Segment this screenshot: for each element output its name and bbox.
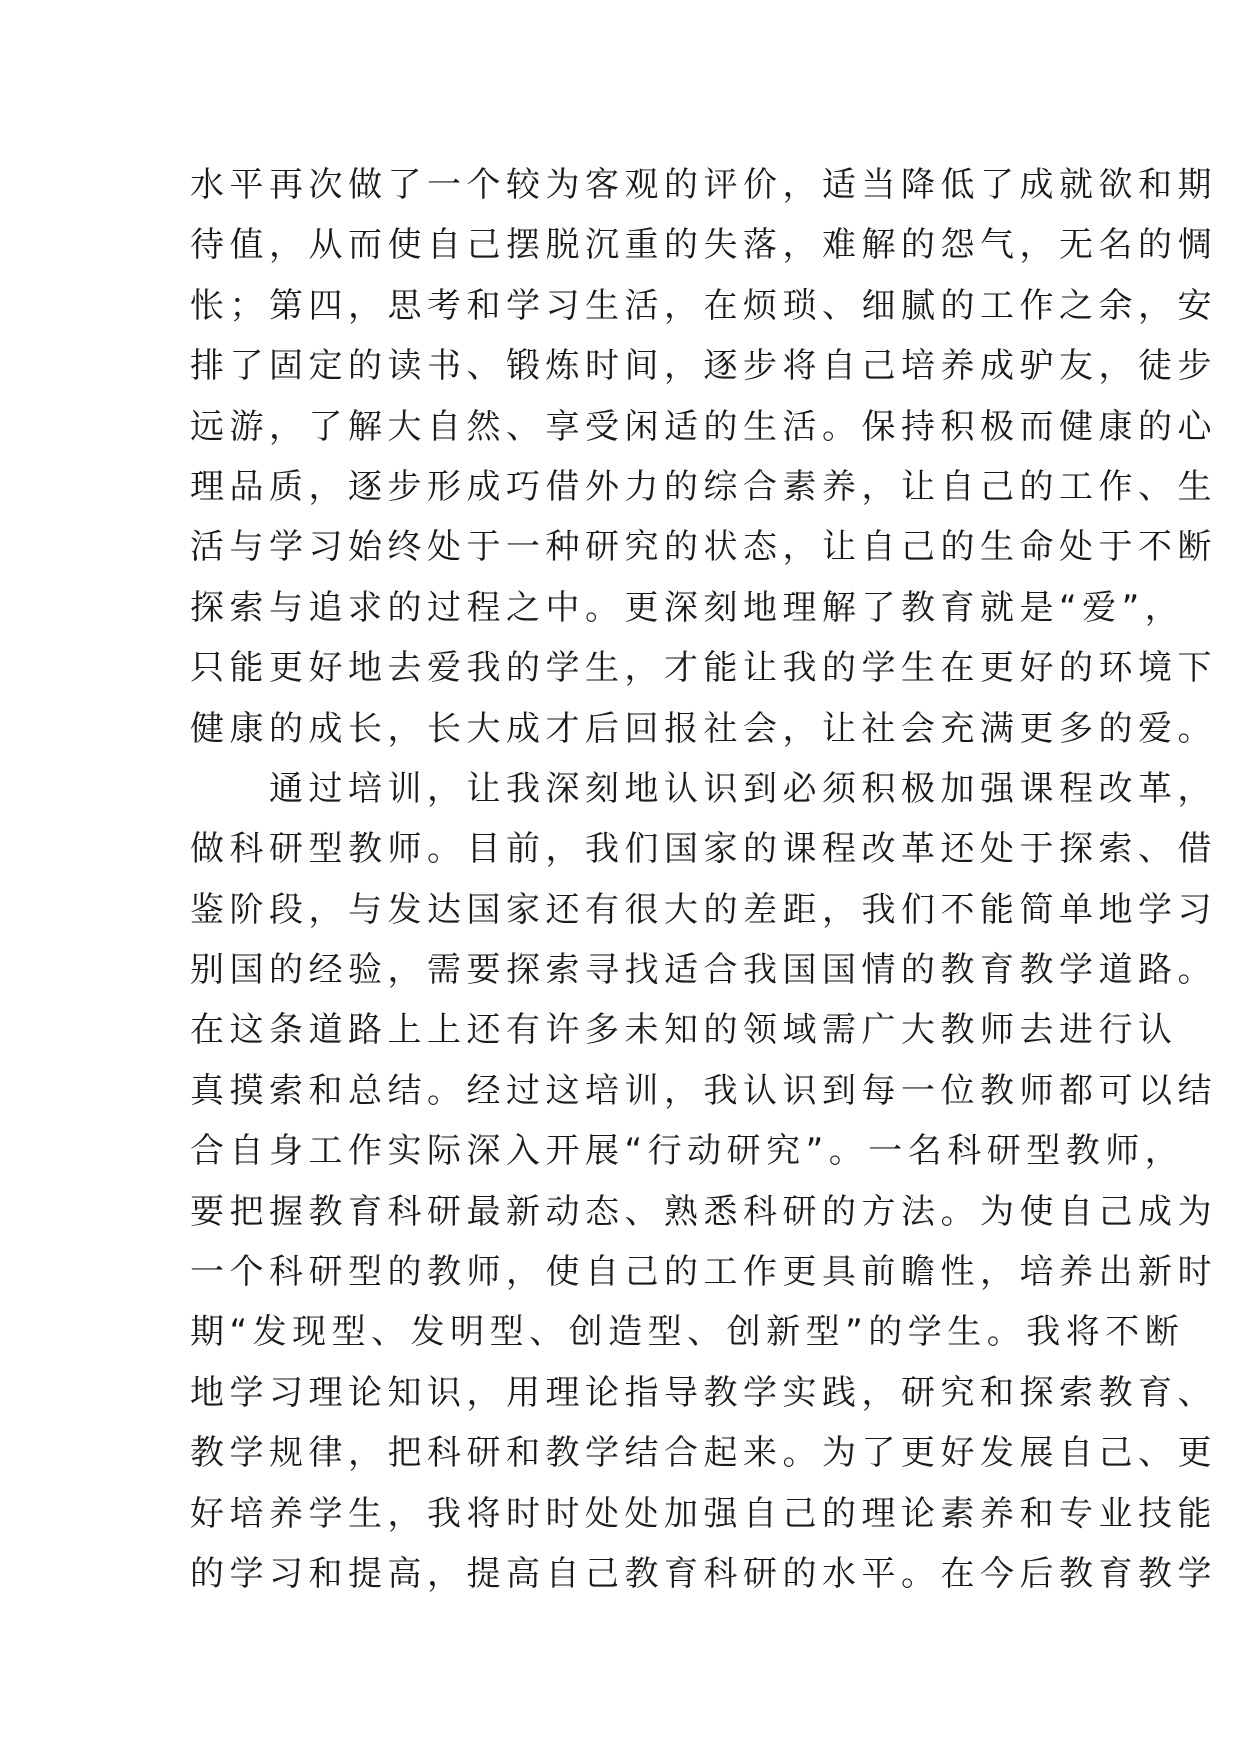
text-line: 水平再次做了一个较为客观的评价，适当降低了成就欲和期 <box>190 165 1217 205</box>
text-line: 的学习和提高，提高自己教育科研的水平。在今后教育教学 <box>190 1553 1217 1594</box>
text-line: 远游，了解大自然、享受闲适的生活。保持积极而健康的心 <box>190 406 1217 447</box>
text-line: 在这条道路上上还有许多未知的领域需广大教师去进行认 <box>190 1010 1178 1051</box>
text-line: 理品质，逐步形成巧借外力的综合素养，让自己的工作、生 <box>190 466 1217 507</box>
text-line: 活与学习始终处于一种研究的状态，让自己的生命处于不断 <box>190 527 1217 568</box>
text-line: 做科研型教师。目前，我们国家的课程改革还处于探索、借 <box>190 829 1217 870</box>
text-line: 合自身工作实际深入开展“行动研究”。一名科研型教师， <box>190 1131 1185 1172</box>
text-line: 健康的成长，长大成才后回报社会，让社会充满更多的爱。 <box>190 708 1217 749</box>
text-line: 真摸索和总结。经过这培训，我认识到每一位教师都可以结 <box>190 1070 1217 1111</box>
text-line: 好培养学生，我将时时处处加强自己的理论素养和专业技能 <box>190 1493 1217 1534</box>
text-line: 通过培训，让我深刻地认识到必须积极加强课程改革， <box>190 768 1217 809</box>
text-line: 教学规律，把科研和教学结合起来。为了更好发展自己、更 <box>190 1433 1217 1474</box>
body-text <box>190 155 1217 1604</box>
text-line: 探索与追求的过程之中。更深刻地理解了教育就是“爱”， <box>190 587 1185 628</box>
text-line: 别国的经验，需要探索寻找适合我国国情的教育教学道路。 <box>190 950 1217 991</box>
text-line: 怅；第四，思考和学习生活，在烦琐、细腻的工作之余，安 <box>190 285 1217 326</box>
text-line: 一个科研型的教师，使自己的工作更具前瞻性，培养出新时 <box>190 1252 1217 1293</box>
text-line: 待值，从而使自己摆脱沉重的失落，难解的怨气，无名的惆 <box>190 225 1217 266</box>
text-line: 鉴阶段，与发达国家还有很大的差距，我们不能简单地学习 <box>190 889 1217 930</box>
text-line: 期“发现型、发明型、创造型、创新型”的学生。我将不断 <box>190 1312 1185 1353</box>
text-line: 只能更好地去爱我的学生，才能让我的学生在更好的环境下 <box>190 648 1217 689</box>
text-line: 要把握教育科研最新动态、熟悉科研的方法。为使自己成为 <box>190 1191 1217 1232</box>
text-line: 地学习理论知识，用理论指导教学实践，研究和探索教育、 <box>190 1372 1217 1413</box>
text-line: 排了固定的读书、锻炼时间，逐步将自己培养成驴友，徒步 <box>190 346 1217 387</box>
